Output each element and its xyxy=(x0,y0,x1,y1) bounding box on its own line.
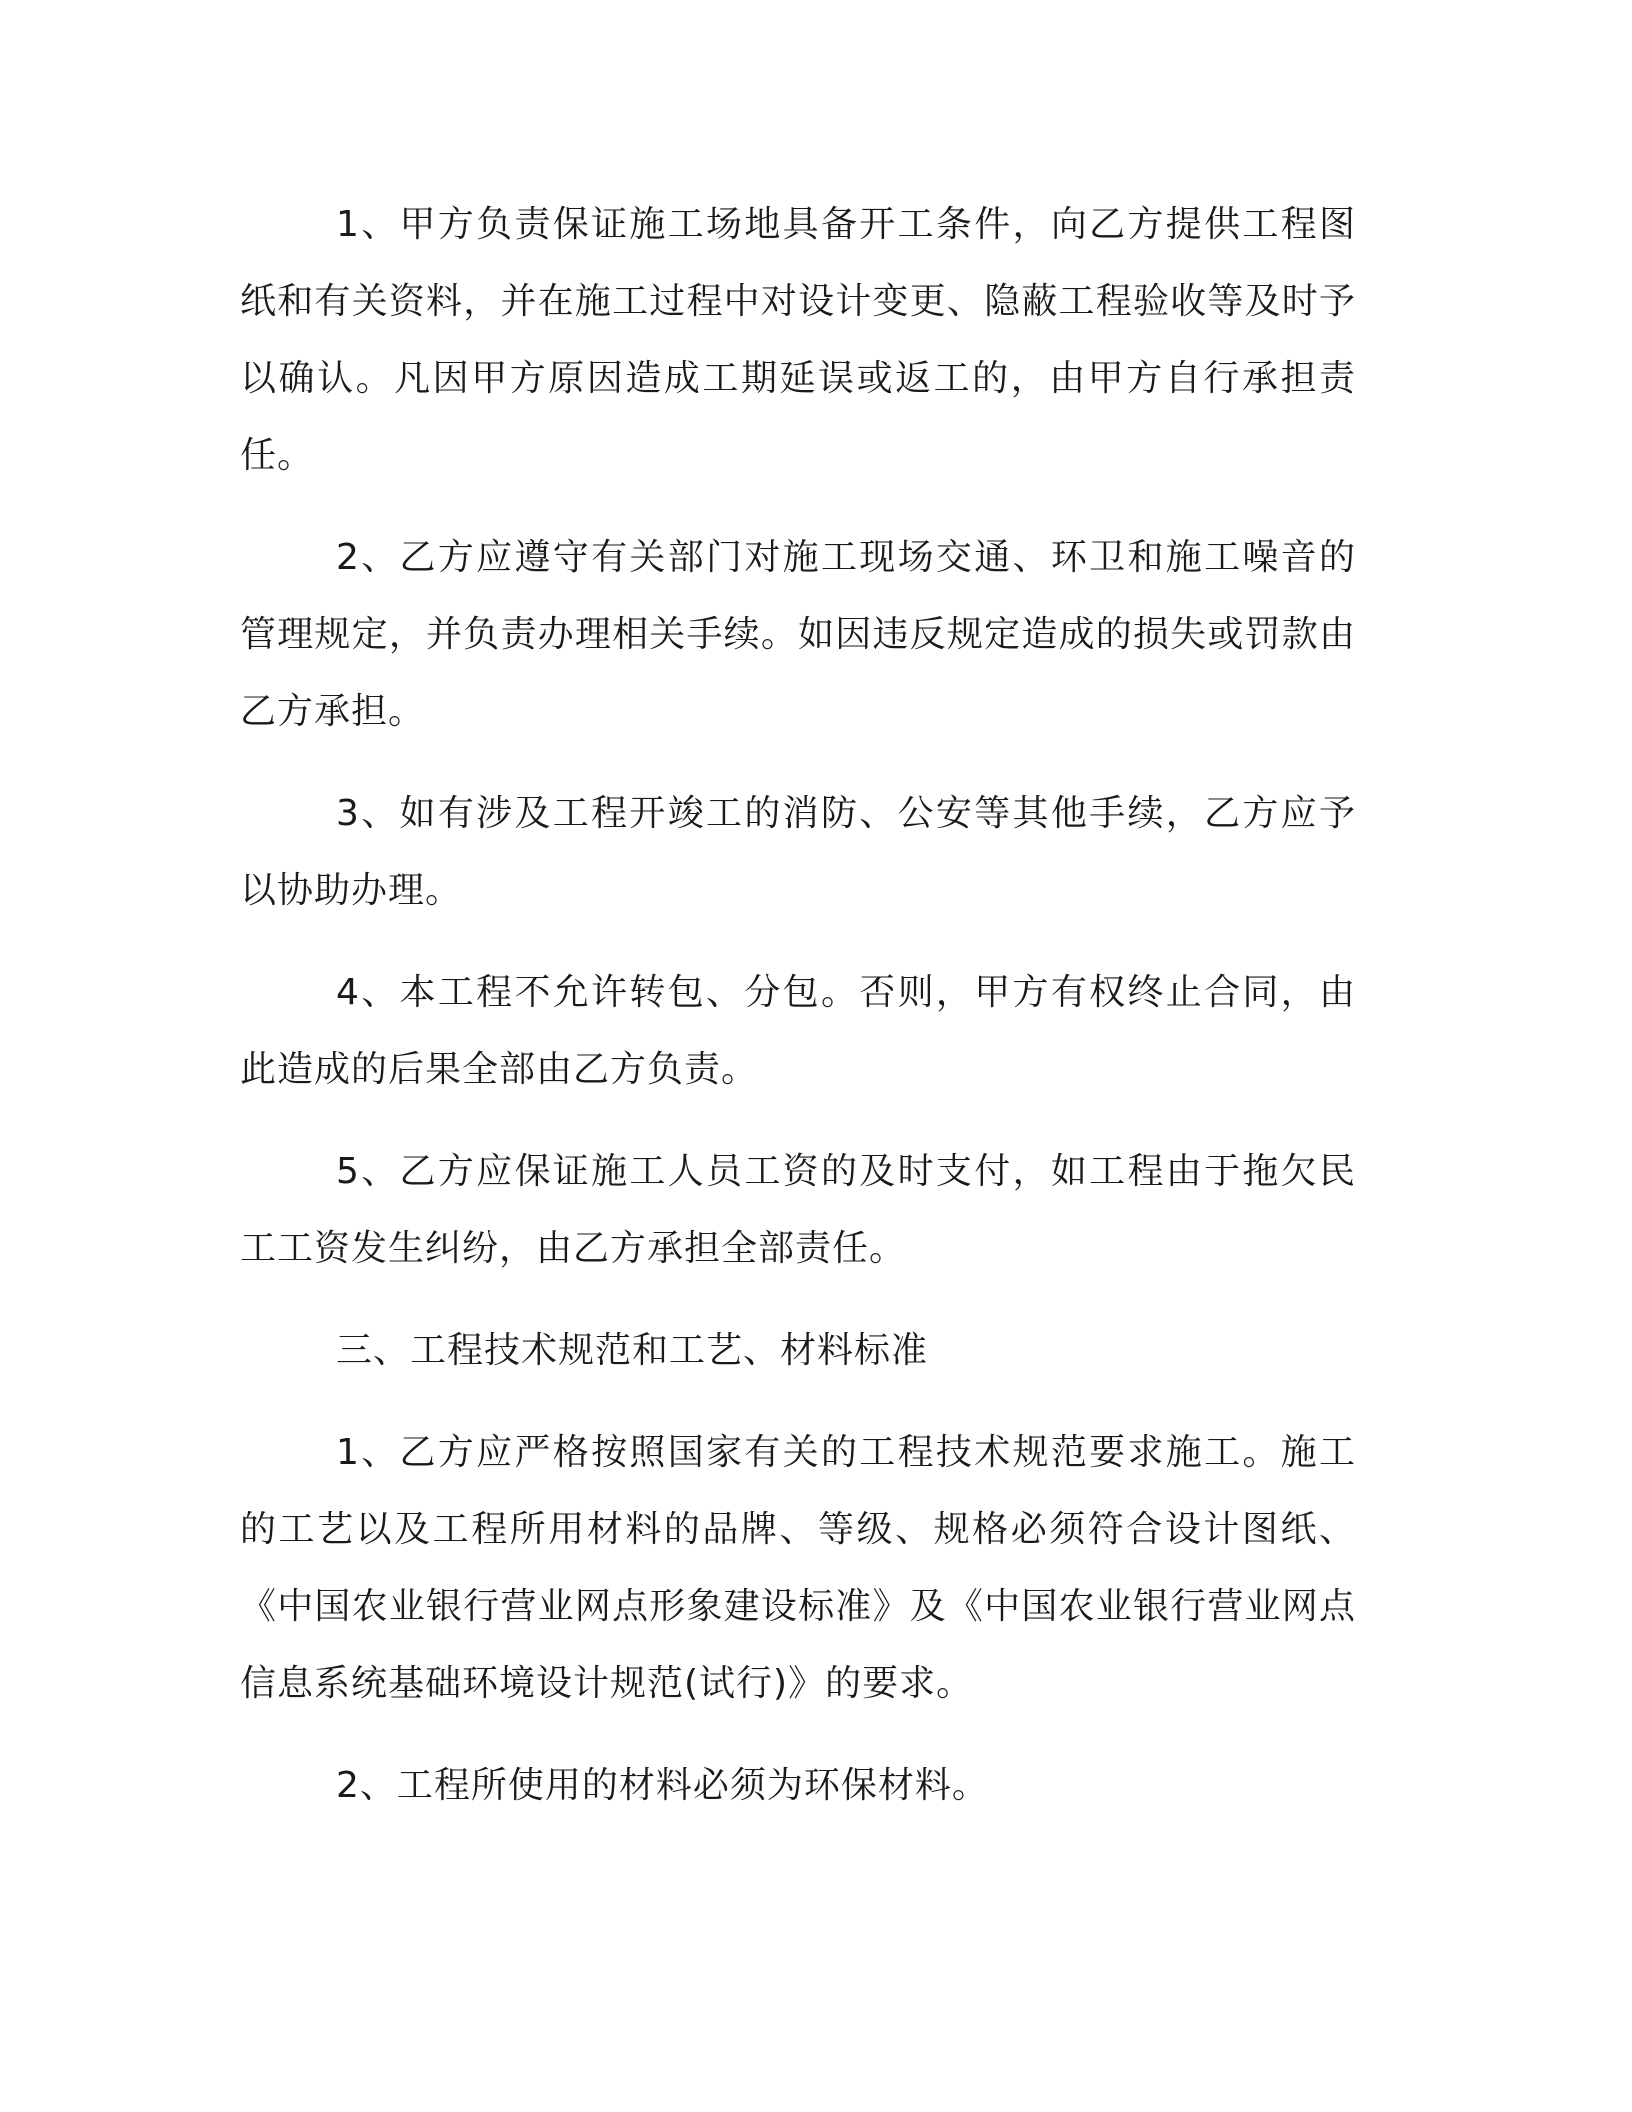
paragraph-no-subcontracting: 4、本工程不允许转包、分包。否则，甲方有权终止合同，由此造成的后果全部由乙方负责。 xyxy=(240,972,1356,1090)
paragraph-technical-specifications: 1、乙方应严格按照国家有关的工程技术规范要求施工。施工的工艺以及工程所用材料的品牌、等级、规格必须符合设计图纸、《中国农业银行营业网点形象建设标准》及《中国农业银行营业网点信息系统基础环境设计规范(试行)》的要求。 xyxy=(240,1432,1356,1704)
section-heading-technical-standards: 三、工程技术规范和工艺、材料标准 xyxy=(336,1330,929,1371)
paragraph-wage-payment: 5、乙方应保证施工人员工资的及时支付，如工程由于拖欠民工工资发生纠纷，由乙方承担全部责任。 xyxy=(240,1151,1356,1269)
document-page xyxy=(240,186,1356,1824)
paragraph-party-a-responsibility: 1、甲方负责保证施工场地具备开工条件，向乙方提供工程图纸和有关资料，并在施工过程中对设计变更、隐蔽工程验收等及时予以确认。凡因甲方原因造成工期延误或返工的，由甲方自行承担责任。 xyxy=(240,204,1356,476)
paragraph-environmental-materials: 2、工程所使用的材料必须为环保材料。 xyxy=(336,1765,989,1806)
paragraph-fire-security-procedures: 3、如有涉及工程开竣工的消防、公安等其他手续，乙方应予以协助办理。 xyxy=(240,793,1356,911)
paragraph-party-b-regulations: 2、乙方应遵守有关部门对施工现场交通、环卫和施工噪音的管理规定，并负责办理相关手续。如因违反规定造成的损失或罚款由乙方承担。 xyxy=(240,537,1356,732)
